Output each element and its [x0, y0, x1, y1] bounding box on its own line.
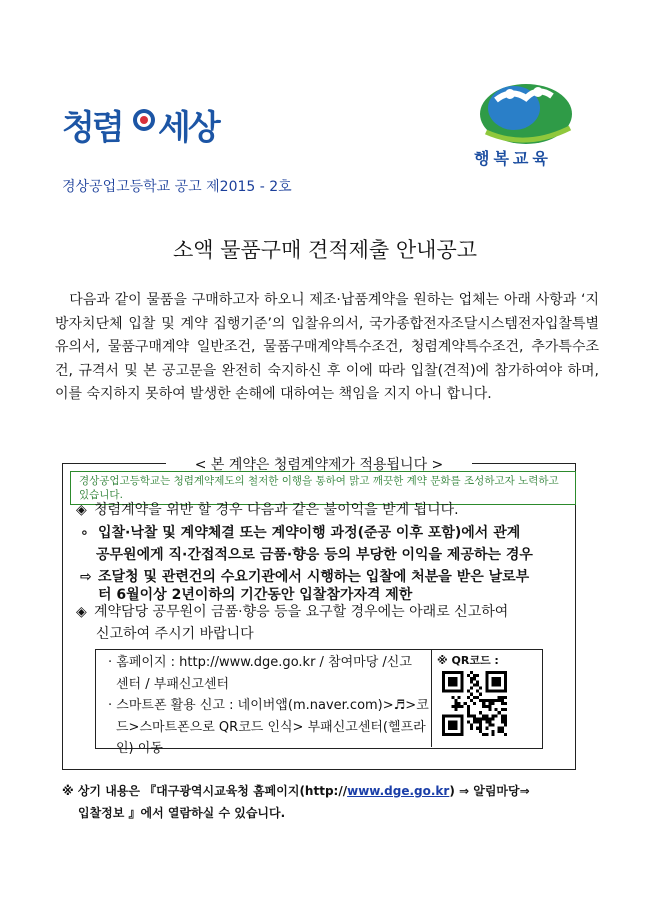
footer-line-1 — [62, 780, 602, 802]
seal-icon — [132, 108, 156, 132]
circle-bullet-icon: ∘ — [80, 525, 89, 541]
report-line: 인) 이동 — [116, 741, 163, 756]
footer-line-2: 입찰정보 』에서 열람하실 수 있습니다. — [78, 806, 286, 820]
violation-line-cont: 공무원에게 직·간접적으로 금품·향응 등의 부당한 이익을 제공하는 경우 — [96, 547, 533, 563]
diamond-bullet-icon: ◈ — [76, 604, 87, 620]
violation-line — [80, 523, 520, 543]
report-line: · 홈페이지 : http://www.dge.go.kr / 참여마당 /신고 — [108, 655, 412, 670]
integrity-box-title: < 본 계약은 청렴계약제가 적용됩니다 > — [166, 453, 472, 475]
arrow-right-icon: ⇨ — [80, 569, 92, 585]
logo-caption: 행복교육 — [474, 149, 552, 168]
report-line: 드>스마트폰으로 QR코드 인식> 부패신고센터(헬프라 — [116, 719, 426, 735]
report-line: 센터 / 부패신고센터 — [116, 676, 230, 692]
penalty-text: 청렴계약을 위반 할 경우 다음과 같은 불이익을 받게 됩니다. — [94, 502, 459, 518]
report-request-text: 계약담당 공무원이 금품·향응 등을 요구할 경우에는 아래로 신고하여 — [94, 604, 509, 620]
globe-emblem-icon — [466, 80, 586, 146]
diamond-bullet-icon: ◈ — [76, 502, 87, 518]
qr-code-icon[interactable] — [442, 671, 507, 736]
intro-text: 다음과 같이 물품을 구매하고자 하오니 제조·납품계약을 원하는 업체는 아래 사항과 ‘지방자치단체 입찰 및 계약 집행기준’의 입찰유의서, 국가종합전자조달시스템전자입찰특별유의서, 물품구매계약 일반조건, 물품구매계약특수조건, 청렴계약특수조건, 추가특수조건, 규격서 및 본 공고문을 완전히 숙지하신 후 이에 따라 입찰(견적)에 참가하여야 하며, 이를 숙지하지 못하여 발생한 손해에 대하여는 책임을 지지 아니 합니다. — [55, 292, 599, 403]
violation-text: 입찰·낙찰 및 계약체결 또는 계약이행 과정(준공 이후 포함)에서 관계 — [98, 525, 521, 541]
report-request-line-cont: 신고하여 주시기 바랍니다 — [96, 626, 254, 642]
report-line: · 스마트폰 활용 신고 : 네이버앱(m.naver.com)>♬>코 — [108, 698, 429, 713]
penalty-line — [76, 500, 459, 520]
page-title: 소액 물품구매 견적제출 안내공고 — [172, 238, 478, 262]
sanction-line — [80, 567, 529, 587]
report-info-text — [108, 652, 430, 760]
intro-paragraph — [55, 289, 599, 407]
footer-note — [62, 780, 602, 824]
happy-education-logo — [466, 80, 586, 170]
green-note: 경상공업고등학교는 청렴계약제도의 철저한 이행을 통하여 맑고 깨끗한 계약 문화를 조성하고자 노력하고 있습니다. — [70, 471, 576, 505]
notice-number: 경상공업고등학교 공고 제2015 - 2호 — [62, 179, 292, 195]
slogan-part2: 세상 — [158, 108, 218, 148]
sanction-text: 조달청 및 관련건의 수요기관에서 시행하는 입찰에 처분을 받은 날로부 — [98, 569, 530, 585]
integrity-slogan-logo — [62, 96, 232, 146]
homepage-link[interactable]: www.dge.go.kr — [347, 784, 450, 798]
qr-label: ※ QR코드 : — [437, 654, 499, 667]
sanction-line-cont: 터 6월이상 2년이하의 기간동안 입찰참가자격 제한 — [98, 587, 413, 603]
slogan-part1: 청렴 — [62, 108, 122, 148]
footer-text-2: ) ⇒ 알림마당⇒ — [449, 784, 530, 798]
report-request-line — [76, 602, 508, 622]
footer-text-1: ※ 상기 내용은 『대구광역시교육청 홈페이지(http:// — [62, 784, 348, 798]
